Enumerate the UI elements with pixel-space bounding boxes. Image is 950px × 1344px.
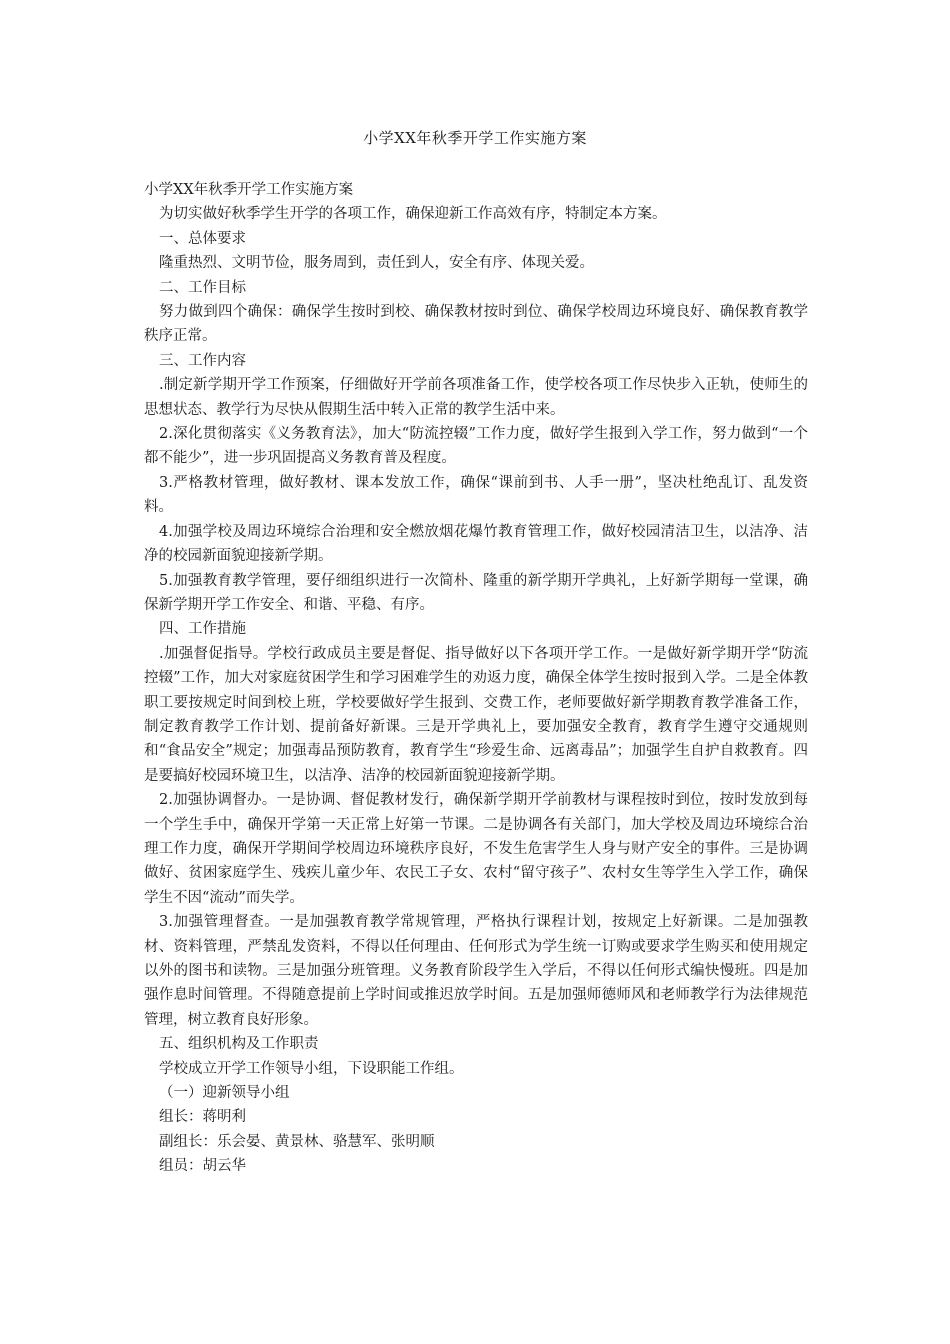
paragraph: 组长：蒋明利 xyxy=(159,1109,246,1126)
paragraph: 学校成立开学工作领导小组，下设职能工作组。 xyxy=(159,1060,464,1077)
paragraph: 四、工作措施 xyxy=(159,621,246,638)
paragraph: 2.加强协调督办。一是协调、督促教材发行，确保新学期开学前教材与课程按时到位，按时发放到每一个学生手中，确保开学第一天正常上好第一节课。二是协调各有关部门，加大学校及周边环境综合治理工作力度，确保开学期间学校周边环境秩序良好，不发生危害学生人身与财产安全的事件。三是协调做好、贫困家庭学生、残疾儿童少年、农民工子女、农村“留守孩子”、农村女生等学生入学工作，确保学生不因“流动”而失学。 xyxy=(144,792,808,906)
paragraph: 2.深化贯彻落实《义务教育法》，加大“防流控辍”工作力度，做好学生报到入学工作，努力做到“一个都不能少”，进一步巩固提高义务教育普及程度。 xyxy=(144,426,808,467)
document-title: 小学XX年秋季开学工作实施方案 xyxy=(363,129,587,147)
paragraph: 组员：胡云华 xyxy=(159,1158,246,1175)
paragraph: 二、工作目标 xyxy=(159,279,246,296)
document-body xyxy=(144,178,808,1179)
paragraph: 为切实做好秋季学生开学的各项工作，确保迎新工作高效有序，特制定本方案。 xyxy=(159,206,667,223)
paragraph: （一）迎新领导小组 xyxy=(159,1085,290,1102)
paragraph: 3.加强管理督查。一是加强教育教学常规管理，严格执行课程计划，按规定上好新课。二是加强教材、资料管理，严禁乱发资料，不得以任何理由、任何形式为学生统一订购或要求学生购买和使用规定以外的图书和读物。三是加强分班管理。义务教育阶段学生入学后，不得以任何形式编快慢班。四是加强作息时间管理。不得随意提前上学时间或推迟放学时间。五是加强师德师风和老师教学行为法律规范管理，树立教育良好形象。 xyxy=(144,914,808,1028)
paragraph: .加强督促指导。学校行政成员主要是督促、指导做好以下各项开学工作。一是做好新学期开学“防流控辍”工作，加大对家庭贫困学生和学习困难学生的劝返力度，确保全体学生按时报到入学。二是全体教职工要按规定时间到校上班，学校要做好学生报到、交费工作，老师要做好新学期教育教学准备工作，制定教育教学工作计划、提前备好新课。三是开学典礼上，要加强安全教育，教育学生遵守交通规则和“食品安全”规定；加强毒品预防教育，教育学生“珍爱生命、远离毒品”；加强学生自护自救教育。四是要搞好校园环境卫生，以洁净、洁净的校园新面貌迎接新学期。 xyxy=(144,645,808,784)
paragraph: 五、组织机构及工作职责 xyxy=(159,1036,319,1053)
paragraph: 副组长：乐会晏、黄景林、骆慧军、张明顺 xyxy=(159,1133,435,1150)
paragraph: 隆重热烈、文明节俭，服务周到，责任到人，安全有序、体现关爱。 xyxy=(159,255,594,272)
paragraph: 一、总体要求 xyxy=(159,230,246,247)
paragraph: 4.加强学校及周边环境综合治理和安全燃放烟花爆竹教育管理工作，做好校园清洁卫生，以洁净、洁净的校园新面貌迎接新学期。 xyxy=(144,523,808,565)
paragraph: 努力做到四个确保：确保学生按时到校、确保教材按时到位、确保学校周边环境良好、确保教育教学秩序正常。 xyxy=(144,304,808,345)
paragraph: 小学XX年秋季开学工作实施方案 xyxy=(144,182,354,198)
paragraph: .制定新学期开学工作预案，仔细做好开学前各项准备工作，使学校各项工作尽快步入正轨，使师生的思想状态、教学行为尽快从假期生活中转入正常的教学生活中来。 xyxy=(144,377,808,418)
paragraph: 三、工作内容 xyxy=(159,352,246,369)
paragraph: 3.严格教材管理，做好教材、课本发放工作，确保“课前到书、人手一册”，坚决杜绝乱订、乱发资料。 xyxy=(144,474,808,516)
paragraph: 5.加强教育教学管理，要仔细组织进行一次简朴、隆重的新学期开学典礼，上好新学期每一堂课，确保新学期开学工作安全、和谐、平稳、有序。 xyxy=(144,572,808,613)
